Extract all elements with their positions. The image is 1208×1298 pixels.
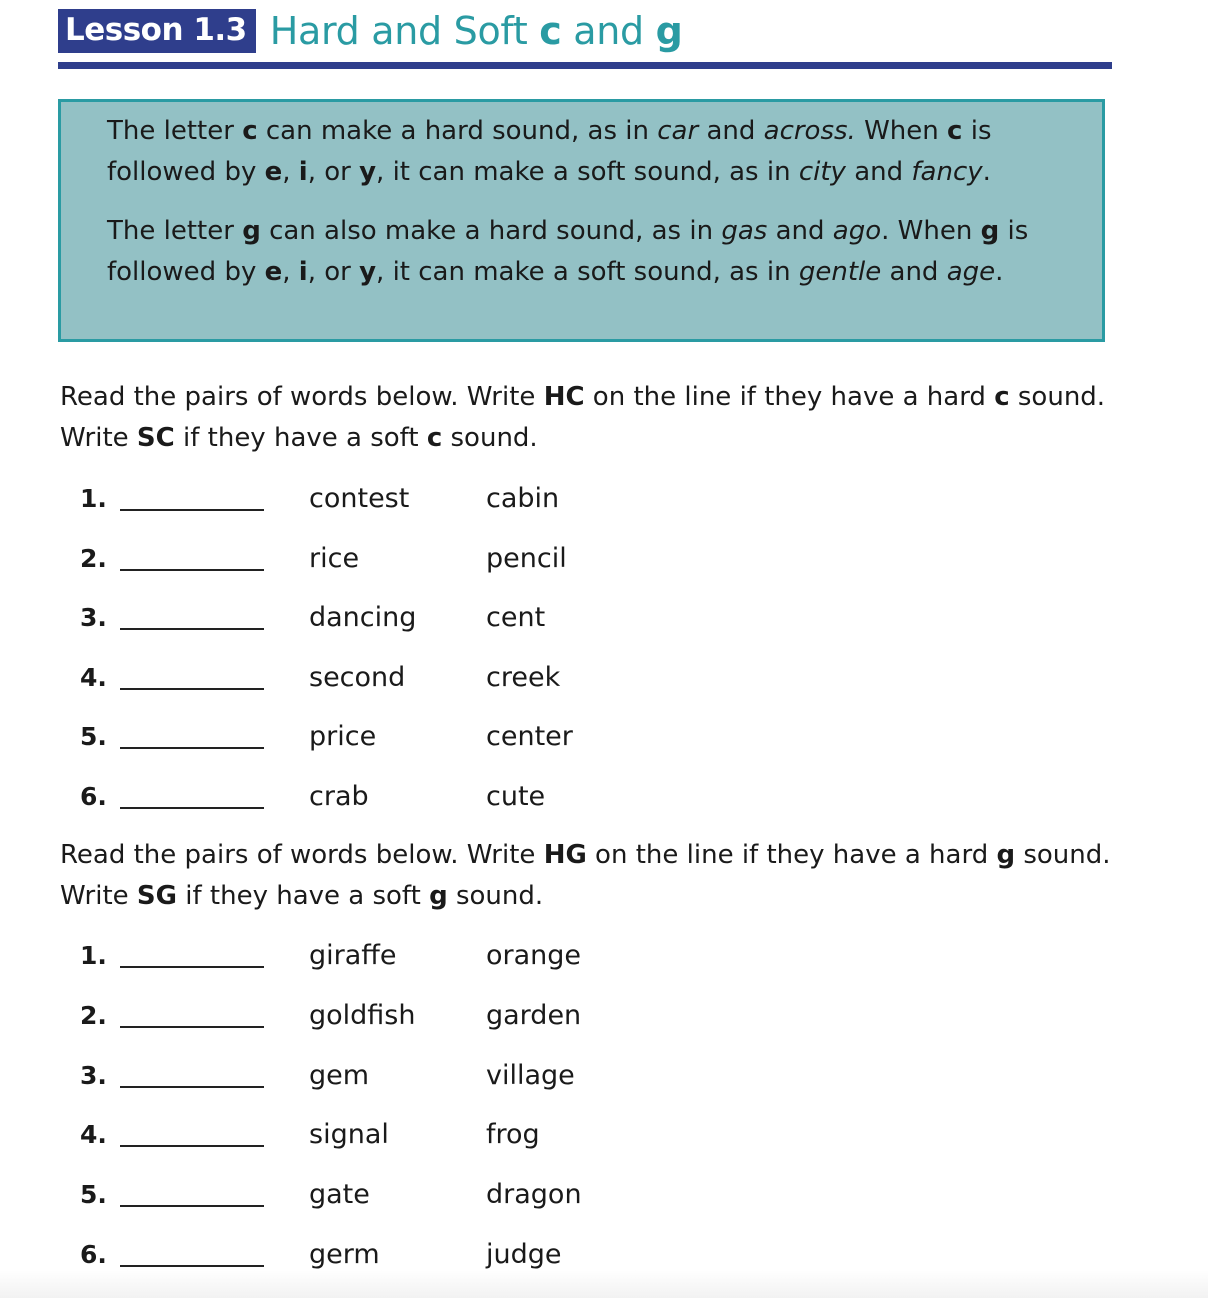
word-first: price (309, 721, 377, 753)
answer-blank-line[interactable] (120, 628, 264, 630)
exercise-row (0, 936, 1208, 976)
word-first: gate (309, 1179, 370, 1211)
text-run: Read the pairs of words below. Write (60, 382, 544, 412)
bold-text: y (359, 257, 377, 287)
italic-example-word: gentle (798, 257, 882, 287)
answer-blank-line[interactable] (120, 966, 264, 968)
text-run: sound. Write (60, 382, 1106, 453)
page-bottom-edge (0, 1270, 1208, 1298)
exercise-row (0, 777, 1208, 817)
text-run: sound. (447, 881, 544, 911)
text-run: , (282, 157, 299, 187)
bold-text: e (264, 257, 283, 287)
word-second: cute (486, 781, 546, 812)
text-run: . When (881, 216, 981, 246)
item-number: 4. (80, 1120, 107, 1150)
bold-text: c (242, 116, 258, 146)
exercise-row (0, 1056, 1208, 1096)
word-first: second (309, 661, 406, 693)
word-second: pencil (486, 542, 567, 574)
text-run: Read the pairs of words below. Write (60, 840, 544, 870)
word-second: village (486, 1059, 575, 1091)
italic-example-word: age (946, 257, 996, 287)
italic-example-word: car (657, 116, 699, 146)
bold-text: g (242, 216, 261, 246)
text-run: , it can make a soft sound, as in (376, 157, 799, 187)
word-second: cent (486, 602, 546, 634)
exercise-row (0, 539, 1208, 579)
title-letter-g: g (655, 9, 683, 53)
text-run: sound. (442, 423, 538, 453)
bold-text: c (426, 423, 443, 453)
text-run: on the line if they have a hard (584, 382, 995, 412)
text-run: if they have a soft (174, 423, 427, 453)
word-first: gem (309, 1059, 370, 1091)
bold-text: i (298, 257, 308, 287)
italic-example-word: fancy (911, 157, 983, 187)
instructions-c (60, 377, 1120, 459)
text-run: . (995, 257, 1004, 287)
bold-text: i (298, 157, 308, 187)
word-second: dragon (486, 1179, 582, 1211)
title-letter-c: c (539, 9, 562, 53)
bold-text: HG (543, 840, 587, 870)
exercise-row (0, 996, 1208, 1036)
bold-text: SC (136, 423, 175, 453)
bold-text: g (996, 840, 1016, 870)
answer-blank-line[interactable] (120, 1265, 264, 1267)
word-second: garden (486, 999, 582, 1031)
text-run: on the line if they have a hard (586, 840, 997, 870)
text-run: The letter (107, 216, 243, 246)
item-number: 2. (80, 1000, 107, 1030)
text-run: , (282, 257, 299, 287)
item-number: 4. (80, 662, 107, 692)
answer-blank-line[interactable] (120, 747, 264, 749)
word-second: judge (486, 1239, 562, 1270)
rule-info-box (58, 99, 1105, 342)
italic-example-word: across. (763, 116, 856, 146)
word-second: orange (486, 940, 582, 971)
exercise-row (0, 1115, 1208, 1155)
exercise-row (0, 598, 1208, 638)
answer-blank-line[interactable] (120, 1145, 264, 1147)
item-number: 5. (80, 722, 107, 752)
answer-blank-line[interactable] (120, 1086, 264, 1088)
bold-text: y (359, 157, 377, 187)
text-run: , or (307, 157, 360, 187)
text-run: and (845, 157, 912, 187)
lesson-header (58, 8, 683, 54)
answer-blank-line[interactable] (120, 509, 264, 511)
item-number: 5. (80, 1180, 107, 1210)
answer-blank-line[interactable] (120, 1026, 264, 1028)
text-run: The letter (107, 116, 243, 146)
text-run: can make a hard sound, as in (257, 116, 658, 146)
bold-text: g (429, 881, 448, 911)
word-second: frog (486, 1119, 540, 1151)
text-run: and (881, 257, 947, 287)
item-number: 3. (80, 603, 107, 633)
italic-example-word: ago (832, 216, 882, 246)
lesson-badge: Lesson 1.3 (58, 9, 256, 53)
item-number: 3. (80, 1060, 107, 1090)
rule-paragraph-c (107, 111, 1067, 193)
word-second: center (486, 721, 573, 753)
text-run: and (767, 216, 833, 246)
word-second: creek (486, 661, 561, 693)
answer-blank-line[interactable] (120, 688, 264, 690)
text-run: , or (307, 257, 360, 287)
bold-text: c (947, 116, 963, 146)
lesson-title (270, 11, 683, 51)
exercise-row (0, 1175, 1208, 1215)
text-run: can also make a hard sound, as in (260, 216, 722, 246)
text-run: is followed by (107, 216, 1029, 287)
exercise-row (0, 1235, 1208, 1275)
word-first: dancing (309, 602, 417, 634)
text-run: When (855, 116, 948, 146)
text-run: , it can make a soft sound, as in (376, 257, 799, 287)
word-first: germ (309, 1239, 380, 1270)
word-first: rice (309, 542, 360, 574)
header-divider (58, 62, 1112, 69)
title-text-and: and (561, 9, 656, 53)
item-number: 1. (80, 941, 107, 970)
answer-blank-line[interactable] (120, 1205, 264, 1207)
italic-example-word: gas (721, 216, 768, 246)
exercise-row (0, 717, 1208, 757)
title-text: Hard and Soft (269, 9, 540, 53)
word-first: signal (309, 1119, 389, 1151)
answer-blank-line[interactable] (120, 569, 264, 571)
instructions-g (60, 835, 1120, 917)
text-run: if they have a soft (177, 881, 430, 911)
item-number: 2. (80, 543, 107, 573)
item-number: 6. (80, 1240, 107, 1269)
word-first: goldfish (309, 999, 416, 1031)
item-number: 1. (80, 484, 107, 513)
bold-text: e (264, 157, 283, 187)
bold-text: SG (136, 881, 177, 911)
text-run: and (698, 116, 764, 146)
text-run: . (982, 157, 991, 187)
word-second: cabin (486, 483, 560, 514)
italic-example-word: city (798, 157, 846, 187)
word-first: contest (309, 483, 410, 514)
text-run: sound. Write (60, 840, 1111, 911)
bold-text: g (980, 216, 1000, 246)
text-run: is followed by (107, 116, 992, 187)
bold-text: c (994, 382, 1010, 412)
rule-paragraph-g (107, 211, 1067, 293)
exercise-row (0, 479, 1208, 519)
bold-text: HC (543, 382, 585, 412)
item-number: 6. (80, 782, 107, 811)
word-first: giraffe (309, 940, 397, 971)
exercise-row (0, 658, 1208, 698)
answer-blank-line[interactable] (120, 807, 264, 809)
word-first: crab (309, 781, 369, 812)
